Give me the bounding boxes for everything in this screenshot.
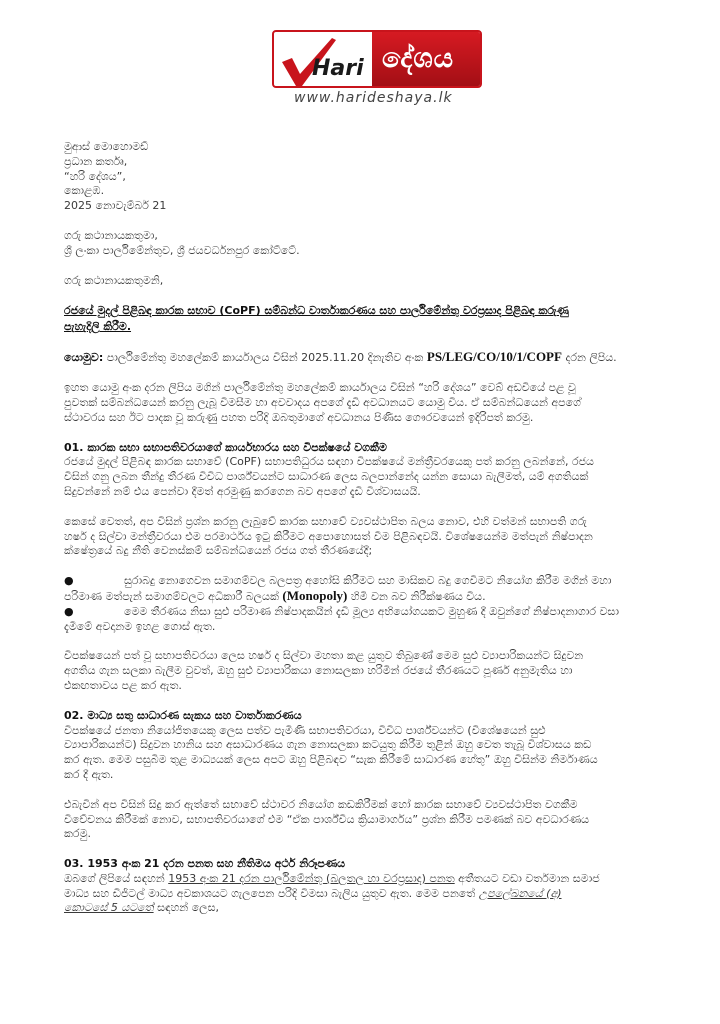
bullet-list (64, 574, 660, 634)
hari-deshaya-logo (272, 30, 482, 112)
paragraph-line: හර්ෂ ද සිල්වා මන්ත්‍රීවරයා එම පරමාර්ථය ඉටු කිරීමට අපොහොසත් වීම පිළිබඳවයි. විශේෂයෙන්ම මත්පැන් නිෂ්පාදන (64, 529, 593, 543)
sender-name: මුආස් මොහොමඩ් (64, 140, 149, 153)
paragraph-line: ක්ෂේත්‍රයේ බදු නීති වෙනස්කම් සම්බන්ධයෙන් රජය ගත් තීරණයේදී; (64, 544, 373, 558)
reference-label: යොමුව: (64, 351, 104, 365)
bullet-item (64, 604, 660, 635)
section-heading: 03. 1953 අංක 21 දරන පනත සහ නීතිමය අර්ථ නිරූපණය (64, 857, 346, 871)
paragraph-line: කෙසේ වෙතත්, අප විසින් ප්‍රශ්න කරනු ලැබුවේ කාරක සභාවේ ව්‍යවස්ථාපිත බලය නොව, එහි වත්මන් සභාපති ගරු (64, 514, 587, 528)
paragraph-line: කර ඇත. මෙම පසුබිම තුළ මාධ්‍යයක් ලෙස අපට ඔහු පිළිබඳව “සැක කිරීමේ සාධාරණ හේතු” ඔහු විසින්ම නිර්මාණය (64, 753, 598, 767)
section-02 (64, 709, 660, 842)
reference-text-after: දරන ලිපිය. (561, 351, 617, 365)
section-01 (64, 441, 660, 694)
section-reference: කොටසේ 5 යටතේ (64, 901, 154, 915)
bullet-text: මෙම තීරණය නිසා සුළු පරිමාණ නිෂ්පාදකයින් දැඩි මූල්‍ය අභියෝගයකට මුහුණ දී ඔවුන්ගේ නිෂ්පාදනාගාර වසා (124, 604, 619, 618)
intro-paragraph (64, 381, 660, 425)
bullet-text: පරිමාණ මත්පැන් සමාගම්වලට අධිකාරී බලයක් (64, 589, 283, 603)
sender-city: කොළඹ. (64, 184, 105, 198)
intro-line: ස්ථාවරය සහ ඊට පාදක වූ කරුණු පහත පරිදි ඔබතුමාගේ අවධානය පිණිස ගෞරවයෙන් ඉදිරිපත් කරමු. (64, 410, 534, 424)
logo-brand-sinhala: දේශය (372, 32, 480, 86)
paragraph-line: විවේචනය කිරීමක් නොව, සභාපතිවරයාගේ එම “ඒක පාර්ශ්වීය ක්‍රියාමාර්ගය” ප්‍රශ්න කිරීම පමණක් බව අවධාරණය (64, 812, 590, 826)
greeting: ගරු කථානායකතුමනි, (64, 273, 164, 287)
bullet-text: සුරාබදු නොගෙවන සමාගම්වල බලපත්‍ර අහෝසි කිරීමට සහ මාසිකව බදු ගෙවීමට නියෝග කිරීම මගින් මහා (124, 574, 612, 588)
monopoly-term: (Monopoly) (282, 587, 348, 603)
bullet-line (64, 574, 660, 589)
paragraph-line: කරමු. (64, 827, 91, 841)
paragraph-line: එබැවින් අප විසින් සිදු කර ඇත්තේ සභාවේ ස්ථාවර නියෝග කඩකිරීමක් හෝ කාරක සභාවේ ව්‍යවස්ථාපිත වගකීම (64, 797, 578, 811)
logo-frame (272, 30, 482, 88)
logo-url: www.harideshaya.lk (294, 90, 453, 106)
bullet-icon: ● (64, 604, 74, 618)
sender-title: ප්‍රධාන කර්තෘ, (64, 154, 128, 168)
bullet-icon: ● (64, 574, 74, 588)
sender-block (64, 140, 660, 214)
reference-line (64, 350, 660, 366)
bullet-item (64, 574, 660, 605)
bullet-line (64, 589, 660, 605)
section-paragraph (64, 872, 660, 916)
intro-line: පුවතක් සම්බන්ධයෙන් කරනු ලැබූ විමසීම හා අවවාදය අපගේ දැඩි අවධානයට යොමු විය. ඒ සම්බන්ධයෙන් අපගේ (64, 395, 581, 409)
bullet-line: දැමීමේ අවදානම ඉහළ ගොස් ඇත. (64, 619, 216, 633)
paragraph-line: විසින් ගනු ලබන තීන්දු තීරණ විවිධ පාර්ශ්වයන්ට සාධාරණ ලෙස බලපාන්නේද යන්න සොයා බැලීමත්, යම් අගතියක් (64, 470, 589, 484)
subject-line-1: රජයේ මුදල් පිළිබඳ කාරක සභාව (CoPF) සම්බන්ධ වාර්තාකරණය සහ පාර්ලිමේන්තු වරප්‍රසාද පිළිබඳ කරුණු (64, 304, 569, 318)
paragraph-line (64, 887, 660, 902)
paragraph-line: අගතිය ගැන සලකා බැලීම වුවත්, ඔහු සුළු ව්‍යාපාරිකයා නොසලකා හරිමින් රජයේ තීරණයට පූර්ණ අනුමැතිය හා (64, 664, 573, 678)
paragraph-line: රජයේ මුදල් පිළිබඳ කාරක සභාවේ (CoPF) සභාපතිධුරය සඳහා විපක්ෂයේ මන්ත්‍රීවරයෙකු පත් කරනු ලබන්නේ, රජය (64, 455, 594, 469)
section-paragraph (64, 515, 660, 559)
letter-document (64, 140, 660, 916)
paragraph-line: විපක්ෂයේ ජනතා නියෝජිතයෙකු ලෙස පත්ව පැමිණි සභාපතිවරයා, විවිධ පාර්ශ්වයන්ට (විශේෂයෙන් සුළු (64, 723, 546, 737)
section-heading: 01. කාරක සභා සභාපතිවරයාගේ කාර්යභාරය සහ විපක්ෂයේ වගකීම (64, 440, 387, 454)
logo-brand-latin: Hari (312, 56, 364, 81)
paragraph-line: සිදුවන්නේ නම් එය පෙන්වා දීමත් අරමුණු කරගෙන බව අපගේ දැඩි විශ්වාසයයි. (64, 484, 421, 498)
subject-title (64, 303, 660, 335)
section-paragraph (64, 724, 660, 783)
schedule-reference: උපලේඛනයේ (අ) (478, 886, 562, 900)
reference-text-before: පාර්ලිමේන්තු මහලේකම් කාර්යාලය විසින් 2025.11.20 දිනැතිව අංක (103, 351, 427, 365)
bullet-text: හිමි වන බව නිරීක්ෂණය විය. (347, 589, 486, 603)
subject-line-2: පැහැදිලි කිරීම. (64, 320, 132, 334)
section-heading: 02. මාධ්‍ය සතු සාධාරණ සැකය සහ වාර්තාකරණය (64, 708, 302, 722)
paragraph-text: අතීතයට වඩා වර්තමාන සමාජ (454, 871, 600, 885)
sender-outlet: “හරි දේශය”, (64, 169, 126, 183)
section-paragraph (64, 798, 660, 842)
recipient-block (64, 229, 660, 259)
paragraph-line: එකඟතාවය පළ කර ඇත. (64, 678, 182, 692)
paragraph-line: විපක්ෂයෙන් පත් වූ සභාපතිවරයා ලෙස හර්ෂ ද සිල්වා මහතා කළ යුතුව තිබුණේ මෙම සුළු ව්‍යාපාරිකයන්ට සිදුවන (64, 649, 584, 663)
paragraph-line: ව්‍යාපාරිකයන්ට) සිදුවන හානිය සහ අසාධාරණය ගැන නොසලකා කටයුතු කිරීම තුළින් ඔහු වෙත තැබූ විශ්වාසය කඩ (64, 738, 592, 752)
bullet-line (64, 604, 660, 620)
paragraph-line (64, 901, 660, 916)
paragraph-text: සඳහන් ලෙස, (153, 901, 219, 915)
recipient-address: ශ්‍රී ලංකා පාර්ලිමේන්තුව, ශ්‍රී ජයවර්ධනපුර කෝට්ටේ. (64, 243, 300, 257)
recipient-salutation: ගරු කථානායකතුමා, (64, 228, 158, 242)
paragraph-line (64, 872, 660, 887)
paragraph-text: මාධ්‍ය සහ ඩිජිටල් මාධ්‍ය අවකාශයට ගැලපෙන පරිදි විමසා බැලිය යුතුව ඇත. මෙම පනතේ (64, 886, 479, 900)
reference-number: PS/LEG/CO/10/1/COPF (426, 349, 562, 365)
paragraph-text: ඔබගේ ලිපියේ සඳහන් (64, 871, 169, 885)
paragraph-line: කර දී ඇත. (64, 767, 114, 781)
section-paragraph (64, 455, 660, 499)
section-closing (64, 649, 660, 693)
act-reference: 1953 අංක 21 දරන පාර්ලිමේන්තු (බලතල හා වරප්‍රසාද) පනත (168, 871, 455, 885)
section-03 (64, 857, 660, 916)
letter-date: 2025 නොවැම්බර් 21 (64, 199, 167, 213)
intro-line: ඉහත යොමු අංක දරන ලිපිය මගින් පාර්ලිමේන්තු මහලේකම් කාර්යාලය විසින් “හරි දේශය” වෙබ් අඩවියේ පළ වූ (64, 381, 576, 395)
